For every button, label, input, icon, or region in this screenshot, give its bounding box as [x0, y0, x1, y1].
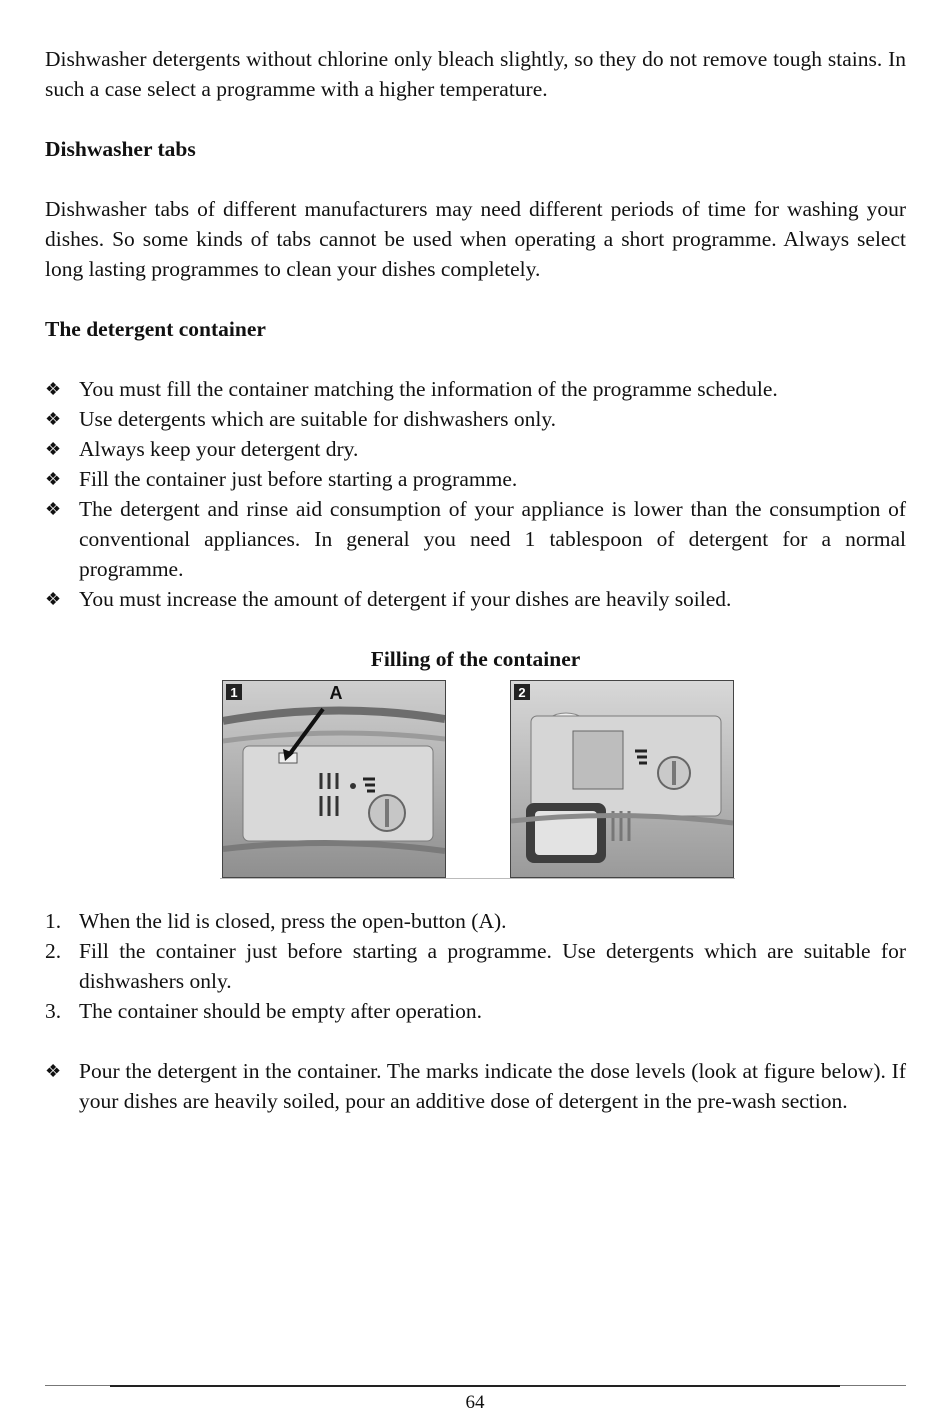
list-item: 3. The container should be empty after operation.	[45, 999, 482, 1023]
page-content	[45, 44, 906, 1116]
filling-heading: Filling of the container	[370, 647, 581, 671]
figure-1-number: 1	[230, 685, 238, 700]
list-item: ❖ Use detergents which are suitable for dishwashers only.	[45, 404, 906, 434]
bullet-diamond-icon: ❖	[45, 499, 62, 519]
figure-1-closed-lid	[222, 680, 446, 878]
figure-divider	[220, 878, 735, 879]
figure-row	[45, 680, 906, 906]
tabs-paragraph: Dishwasher tabs of different manufacturers may need different periods of time for washing your dishes. So some kinds of tabs cannot be used when operating a short programme. Always select long lasting programmes to clean your dishes completely.	[45, 197, 906, 281]
figure-2-open-lid	[510, 680, 734, 878]
list-item: ❖ You must fill the container matching the information of the programme schedule.	[45, 374, 906, 404]
bullet-diamond-icon: ❖	[45, 439, 62, 459]
bullet-diamond-icon: ❖	[45, 469, 62, 489]
container-heading: The detergent container	[45, 317, 266, 341]
steps-list	[45, 906, 906, 1026]
note-bullet-list	[45, 1056, 906, 1116]
bullet-diamond-icon: ❖	[45, 409, 62, 429]
list-item: 2. Fill the container just before starting a programme. Use detergents which are suitable for dishwashers only.	[45, 939, 906, 993]
list-item: ❖ The detergent and rinse aid consumption of your appliance is lower than the consumption of conventional appliances. In general you need 1 tablespoon of detergent for a normal programme.	[45, 494, 906, 584]
page-number: 64	[465, 1392, 485, 1413]
figure-1-label-a: A	[329, 683, 343, 703]
bullet-diamond-icon: ❖	[45, 589, 62, 609]
list-item: ❖ You must increase the amount of detergent if your dishes are heavily soiled.	[45, 584, 906, 614]
bullet-diamond-icon: ❖	[45, 379, 62, 399]
footer-rule-bold	[110, 1385, 840, 1387]
list-item: ❖ Fill the container just before starting a programme.	[45, 464, 906, 494]
container-bullet-list	[45, 374, 906, 614]
bullet-diamond-icon: ❖	[45, 1061, 62, 1081]
list-item: 1. When the lid is closed, press the open-button (A).	[45, 909, 507, 933]
tabs-heading: Dishwasher tabs	[45, 137, 196, 161]
list-item: ❖ Always keep your detergent dry.	[45, 434, 906, 464]
intro-paragraph: Dishwasher detergents without chlorine only bleach slightly, so they do not remove tough stains. In such a case select a programme with a higher temperature.	[45, 47, 906, 101]
figure-2-number: 2	[518, 685, 526, 700]
list-item: ❖ Pour the detergent in the container. The marks indicate the dose levels (look at figure below). If your dishes are heavily soiled, pour an additive dose of detergent in the pre-wash section.	[45, 1056, 906, 1116]
